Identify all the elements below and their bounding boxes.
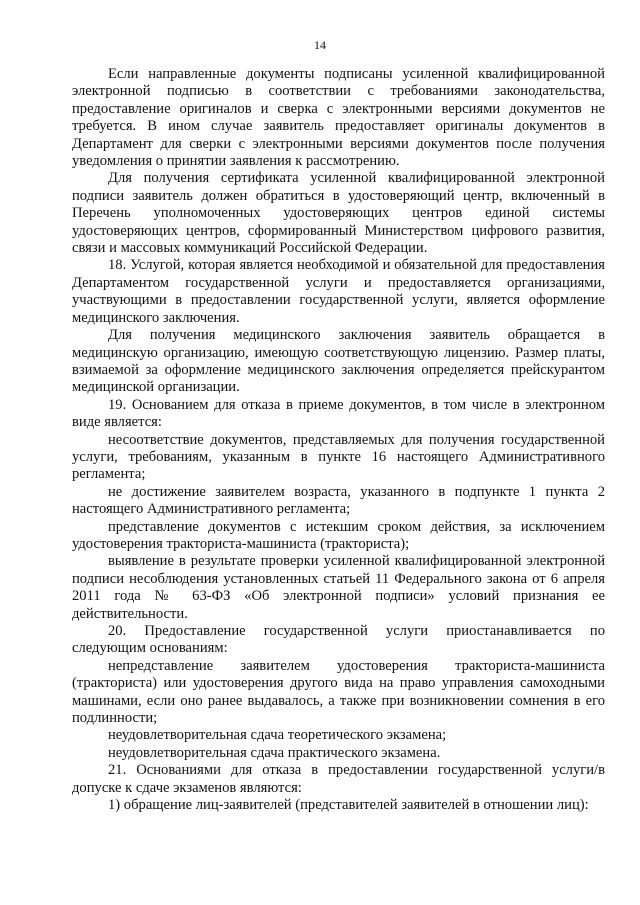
paragraph-certificate: Для получения сертификата усиленной квалифицированной электронной подписи заявитель должен обратиться в удостоверяющий центр, включенный в Перечень уполномоченных удостоверяющих центров единой системы удостоверяющих центров, сформированный Министерством цифрового развития, связи и массовых коммуникаций Российской Федерации. bbox=[72, 170, 605, 257]
list-item-expired-documents: представление документов с истекшим сроком действия, за исключением удостоверения тракториста-машиниста (тракториста); bbox=[72, 518, 605, 552]
list-item-no-license: непредставление заявителем удостоверения тракториста-машиниста (тракториста) или удостоверения другого вида на право управления самоходными машинами, если оно ранее выдавалось, а также при возникновении сомнения в его подлинности; bbox=[72, 657, 605, 727]
paragraph-21-denial-grounds: 21. Основаниями для отказа в предоставлении государственной услуги/в допуске к сдаче экзаменов являются: bbox=[72, 762, 605, 796]
list-item-age: не достижение заявителем возраста, указанного в подпункте 1 пункта 2 настоящего Административного регламента; bbox=[72, 483, 605, 518]
list-item-nonconformity: несоответствие документов, представляемых для получения государственной услуги, требованиям, указанным в пункте 16 настоящего Административного регламента; bbox=[72, 431, 605, 483]
paragraph-19-refusal-grounds: 19. Основанием для отказа в приеме документов, в том числе в электронном виде является: bbox=[72, 396, 605, 431]
paragraph-20-suspension: 20. Предоставление государственной услуги приостанавливается по следующим основаниям: bbox=[72, 623, 605, 657]
paragraph-medical-conclusion: Для получения медицинского заключения заявитель обращается в медицинскую организацию, имеющую соответствующую лицензию. Размер платы, взимаемой за оформление медицинского заключения определяется прейскурантом медицинской организации. bbox=[72, 327, 605, 396]
document-body bbox=[72, 66, 605, 814]
paragraph-18-required-service: 18. Услугой, которая является необходимой и обязательной для предоставления Департаментом государственной услуги и предоставляется организациями, участвующими в предоставлении государственной услуги, является оформление медицинского заключения. bbox=[72, 257, 605, 326]
list-item-practical-exam: неудовлетворительная сдача практического экзамена. bbox=[108, 744, 441, 761]
list-item-signature-check: выявление в результате проверки усиленной квалифицированной электронной подписи несоблюдения установленных статьей 11 Федерального закона от 6 апреля 2011 года № 63-ФЗ «Об электронной подписи» условий признания ее действительности. bbox=[72, 553, 605, 622]
list-item-applicants: 1) обращение лиц-заявителей (представителей заявителей в отношении лиц): bbox=[108, 797, 589, 814]
list-item-theory-exam: неудовлетворительная сдача теоретического экзамена; bbox=[108, 727, 447, 744]
page-number: 14 bbox=[314, 38, 326, 52]
paragraph-signature-originals: Если направленные документы подписаны усиленной квалифицированной электронной подписью в соответствии с требованиями законодательства, предоставление оригиналов и сверка с электронными версиями документов не требуется. В ином случае заявитель предоставляет оригиналы документов в Департамент для сверки с электронными версиями документов после получения уведомления о принятии заявления к рассмотрению. bbox=[72, 66, 605, 170]
